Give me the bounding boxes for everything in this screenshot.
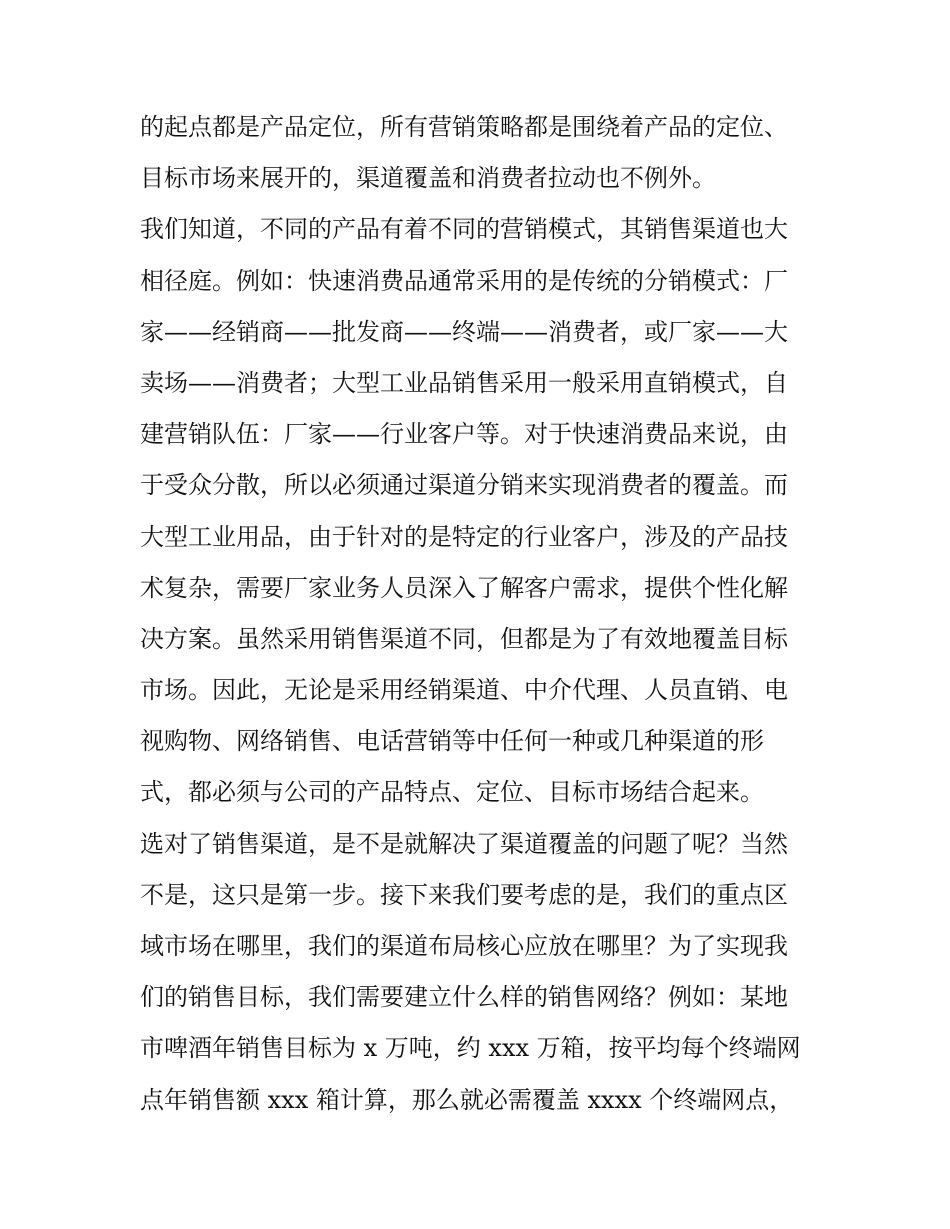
text-line: 家——经销商——批发商——终端——消费者，或厂家——大 (140, 317, 788, 346)
text-line: 大型工业用品，由于针对的是特定的行业客户，涉及的产品技 (140, 522, 788, 551)
text-line: 不是，这只是第一步。接下来我们要考虑的是，我们的重点区 (140, 880, 788, 909)
text-line: 建营销队伍：厂家——行业客户等。对于快速消费品来说，由 (140, 420, 788, 449)
text-line: 术复杂，需要厂家业务人员深入了解客户需求，提供个性化解 (140, 573, 788, 602)
text-line: 们的销售目标，我们需要建立什么样的销售网络？例如：某地 (140, 983, 788, 1012)
text-line: 视购物、网络销售、电话营销等中任何一种或几种渠道的形 (140, 727, 764, 756)
text-line: 域市场在哪里，我们的渠道布局核心应放在哪里？为了实现我 (140, 932, 788, 960)
text-line: 选对了销售渠道，是不是就解决了渠道覆盖的问题了呢？当然 (140, 829, 788, 858)
text-line: 的起点都是产品定位，所有营销策略都是围绕着产品的定位、 (140, 113, 788, 141)
text-line: 相径庭。例如：快速消费品通常采用的是传统的分销模式：厂 (140, 266, 788, 295)
text-line: 我们知道，不同的产品有着不同的营销模式，其销售渠道也大 (140, 215, 788, 244)
text-line: 市场。因此，无论是采用经销渠道、中介代理、人员直销、电 (140, 676, 788, 705)
text-line: 市啤酒年销售目标为 x 万吨，约 xxx 万箱，按平均每个终端网 (140, 1034, 801, 1063)
text-line: 点年销售额 xxx 箱计算，那么就必需覆盖 xxxx 个终端网点， (140, 1085, 794, 1114)
text-line: 目标市场来展开的，渠道覆盖和消费者拉动也不例外。 (140, 164, 716, 193)
text-line: 式，都必须与公司的产品特点、定位、目标市场结合起来。 (140, 778, 764, 807)
text-line: 于受众分散，所以必须通过渠道分销来实现消费者的覆盖。而 (140, 471, 788, 500)
body-text (140, 102, 820, 1126)
text-line: 卖场——消费者；大型工业品销售采用一般采用直销模式，自 (140, 368, 788, 397)
text-line: 决方案。虽然采用销售渠道不同，但都是为了有效地覆盖目标 (140, 624, 788, 653)
